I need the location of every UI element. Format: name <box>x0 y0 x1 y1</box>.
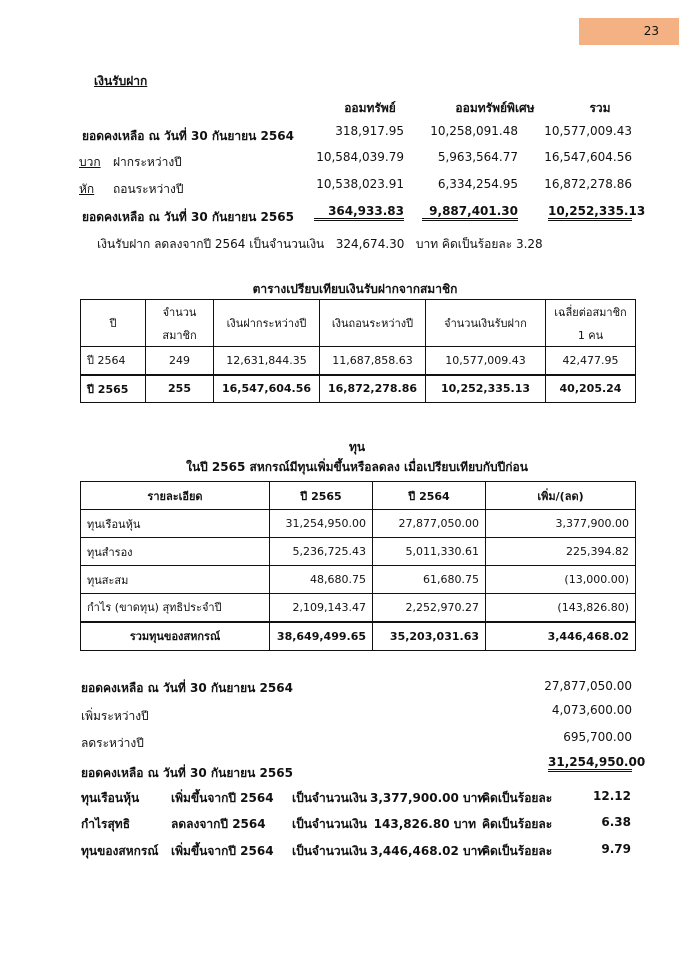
deposits-cell: 16,547,604.56 <box>544 150 632 164</box>
deposits-row-label: ฝากระหว่างปี <box>113 155 182 169</box>
page-number-box <box>579 18 679 45</box>
shares-row-value: 695,700.00 <box>563 730 632 744</box>
deposits-cell: 6,334,254.95 <box>437 177 518 191</box>
summary-amount: 143,826.80 บาท <box>373 817 476 831</box>
table-cell: 225,394.82 <box>486 538 636 566</box>
member-compare-table <box>80 299 636 403</box>
summary-pct: 6.38 <box>601 815 631 829</box>
summary-pct-label: คิดเป็นร้อยละ <box>482 844 553 858</box>
table-cell: 2,109,143.47 <box>270 594 373 622</box>
header-detail: รายละเอียด <box>81 482 270 510</box>
summary-amount: 3,446,468.02 บาท <box>370 844 486 858</box>
table-cell: 255 <box>146 375 214 403</box>
table-cell: (143,826.80) <box>486 594 636 622</box>
table-cell: 11,687,858.63 <box>320 347 426 375</box>
table-cell: 61,680.75 <box>373 566 486 594</box>
deposits-cell: 10,252,335.13 <box>548 204 632 221</box>
deposits-row-label: ถอนระหว่างปี <box>113 182 184 196</box>
table-cell: 40,205.24 <box>546 375 636 403</box>
header-deposit-in-year: เงินฝากระหว่างปี <box>214 300 320 347</box>
table-cell: 16,547,604.56 <box>214 375 320 403</box>
table-cell: 48,680.75 <box>270 566 373 594</box>
table-cell: 42,477.95 <box>546 347 636 375</box>
shares-row-value: 4,073,600.00 <box>551 703 632 717</box>
deposits-cell: 16,872,278.86 <box>544 177 632 191</box>
deposits-cell: 364,933.83 <box>314 204 404 221</box>
table-cell: 16,872,278.86 <box>320 375 426 403</box>
total-cell: 35,203,031.63 <box>373 622 486 651</box>
deposits-col-savings: ออมทรัพย์ <box>344 101 396 115</box>
header-withdraw-in-year: เงินถอนระหว่างปี <box>320 300 426 347</box>
table-cell: 2,252,970.27 <box>373 594 486 622</box>
table-cell: กำไร (ขาดทุน) สุทธิประจำปี <box>81 594 270 622</box>
table-cell: 5,011,330.61 <box>373 538 486 566</box>
table-cell: 10,577,009.43 <box>426 347 546 375</box>
table-cell: 31,254,950.00 <box>270 510 373 538</box>
deposits-heading: เงินรับฝาก <box>94 74 148 88</box>
header-2564: ปี 2564 <box>373 482 486 510</box>
summary-amount-label: เป็นจำนวนเงิน <box>292 817 367 831</box>
deposits-cell: 10,584,039.79 <box>316 150 404 164</box>
deposits-row-label: ยอดคงเหลือ ณ วันที่ 30 กันยายน 2565 <box>82 210 294 224</box>
deposits-cell: 10,577,009.43 <box>544 124 632 138</box>
table-cell: 27,877,050.00 <box>373 510 486 538</box>
table-cell: 5,236,725.43 <box>270 538 373 566</box>
table-cell: ปี 2565 <box>81 375 146 403</box>
shares-row-value: 27,877,050.00 <box>544 679 632 693</box>
header-2565: ปี 2565 <box>270 482 373 510</box>
shares-row-label: ลดระหว่างปี <box>81 736 144 750</box>
member-compare-title: ตารางเปรียบเทียบเงินรับฝากจากสมาชิก <box>252 282 458 296</box>
summary-pct-label: คิดเป็นร้อยละ <box>482 817 553 831</box>
header-member-count: จำนวน <box>146 300 214 324</box>
shares-row-label: ยอดคงเหลือ ณ วันที่ 30 กันยายน 2565 <box>81 766 293 780</box>
deposits-row-label: ยอดคงเหลือ ณ วันที่ 30 กันยายน 2564 <box>82 129 294 143</box>
table-cell: 3,377,900.00 <box>486 510 636 538</box>
deposits-cell: 10,538,023.91 <box>316 177 404 191</box>
table-cell: 249 <box>146 347 214 375</box>
total-cell: 3,446,468.02 <box>486 622 636 651</box>
header-year: ปี <box>81 300 146 347</box>
summary-pct-label: คิดเป็นร้อยละ <box>482 791 553 805</box>
deposits-row-prefix: หัก <box>79 182 95 196</box>
table-cell: ทุนสำรอง <box>81 538 270 566</box>
deposits-cell: 5,963,564.77 <box>437 150 518 164</box>
table-cell: ปี 2564 <box>81 347 146 375</box>
total-label: รวมทุนของสหกรณ์ <box>81 622 270 651</box>
deposits-cell: 318,917.95 <box>335 124 404 138</box>
capital-table <box>80 481 636 651</box>
total-cell: 38,649,499.65 <box>270 622 373 651</box>
header-average-2: 1 คน <box>546 324 636 347</box>
table-cell: 12,631,844.35 <box>214 347 320 375</box>
summary-amount-label: เป็นจำนวนเงิน <box>292 844 367 858</box>
summary-item: ทุนเรือนหุ้น <box>81 791 140 805</box>
deposits-note: เงินรับฝาก ลดลงจากปี 2564 เป็นจำนวนเงิน 324,674.30 บาท คิดเป็นร้อยละ 3.28 <box>97 237 543 251</box>
shares-row-value: 31,254,950.00 <box>548 755 632 772</box>
summary-pct: 12.12 <box>593 789 631 803</box>
summary-change: ลดลงจากปี 2564 <box>171 817 266 831</box>
shares-row-label: ยอดคงเหลือ ณ วันที่ 30 กันยายน 2564 <box>81 681 293 695</box>
deposits-cell: 9,887,401.30 <box>422 204 518 221</box>
summary-change: เพิ่มขึ้นจากปี 2564 <box>171 791 274 805</box>
table-cell: 10,252,335.13 <box>426 375 546 403</box>
header-member-count-2: สมาชิก <box>146 324 214 347</box>
summary-amount-label: เป็นจำนวนเงิน <box>292 791 367 805</box>
capital-subtitle: ในปี 2565 สหกรณ์มีทุนเพิ่มขึ้นหรือลดลง เมื่อเปรียบเทียบกับปีก่อน <box>186 460 528 474</box>
header-change: เพิ่ม/(ลด) <box>486 482 636 510</box>
table-cell: ทุนเรือนหุ้น <box>81 510 270 538</box>
deposits-col-total: รวม <box>589 101 611 115</box>
summary-amount: 3,377,900.00 บาท <box>370 791 486 805</box>
table-cell: ทุนสะสม <box>81 566 270 594</box>
capital-title: ทุน <box>348 440 366 454</box>
summary-item: ทุนของสหกรณ์ <box>81 844 159 858</box>
summary-change: เพิ่มขึ้นจากปี 2564 <box>171 844 274 858</box>
page-number: 23 <box>643 24 659 38</box>
summary-item: กำไรสุทธิ <box>81 817 131 831</box>
deposits-cell: 10,258,091.48 <box>430 124 518 138</box>
shares-row-label: เพิ่มระหว่างปี <box>81 709 149 723</box>
header-average: เฉลี่ยต่อสมาชิก <box>546 300 636 324</box>
summary-pct: 9.79 <box>601 842 631 856</box>
deposits-row-prefix: บวก <box>79 155 101 169</box>
deposits-col-special: ออมทรัพย์พิเศษ <box>455 101 535 115</box>
table-cell: (13,000.00) <box>486 566 636 594</box>
header-deposit-amount: จำนวนเงินรับฝาก <box>426 300 546 347</box>
